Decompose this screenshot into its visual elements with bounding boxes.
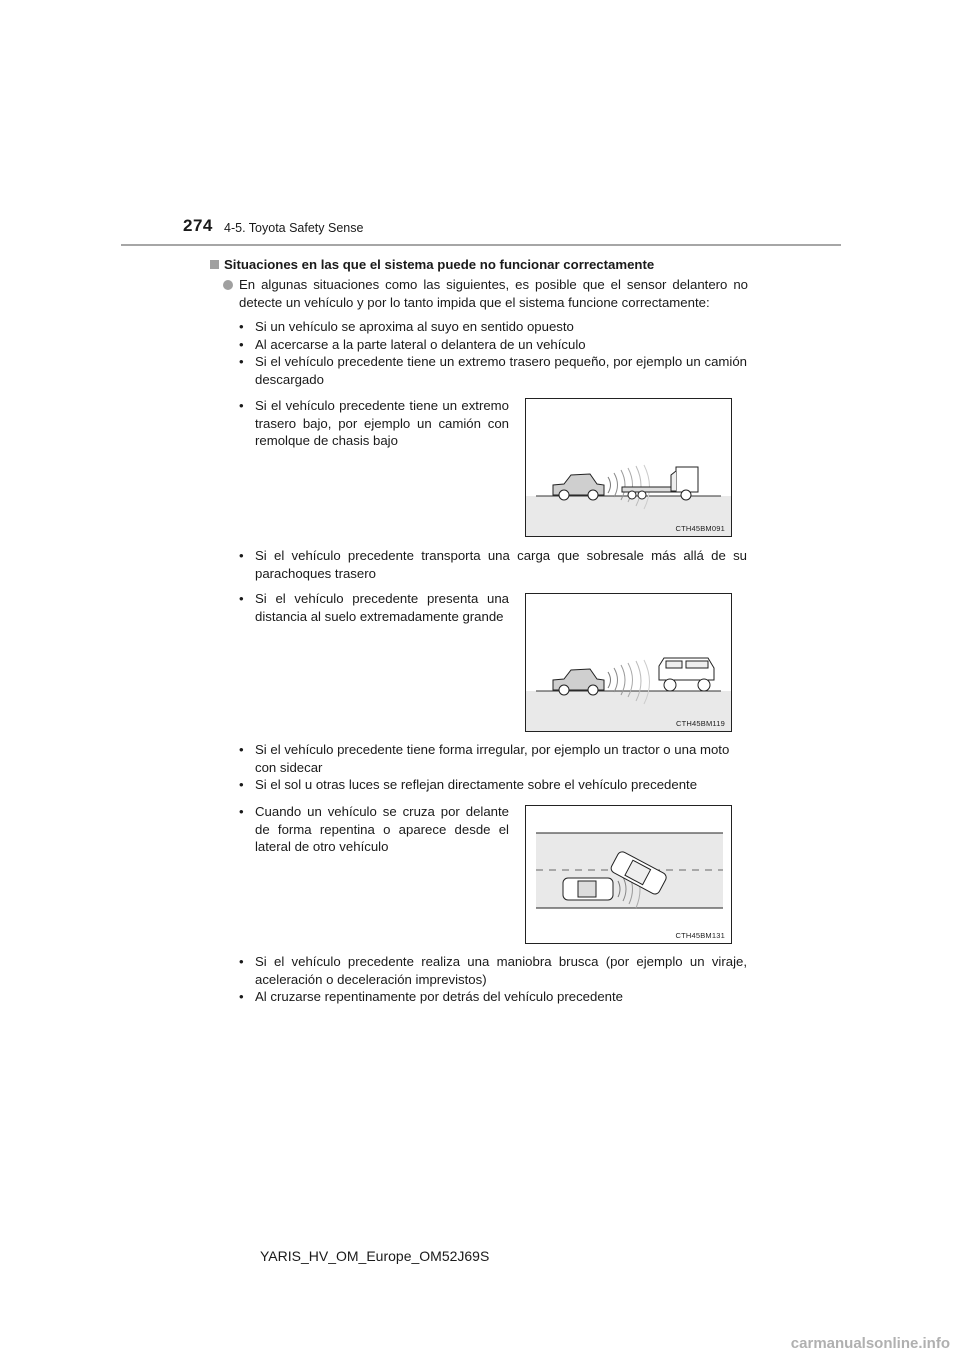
figure-1-illustration: [526, 399, 731, 536]
figure-low-trailer-truck: [525, 398, 732, 537]
bullet-list-1: [239, 318, 747, 388]
intro-paragraph: En algunas situaciones como las siguientes, es posible que el sensor delantero no detecte un vehículo y por lo tanto impida que el sistema funcione correctamente:: [223, 276, 748, 311]
bullet-list-3: [239, 741, 747, 794]
list-item: • Si el vehículo precedente transporta una carga que sobresale más allá de su parachoques trasero: [239, 548, 747, 581]
figure-code: CTH45BM119: [676, 719, 725, 728]
bullet-list-2: [239, 547, 747, 582]
section-heading: Situaciones en las que el sistema puede no funcionar correctamente: [210, 256, 750, 274]
bullet-figure-3-text: [239, 803, 509, 856]
figure-code: CTH45BM131: [675, 931, 725, 940]
figure-high-clearance-vehicle: [525, 593, 732, 732]
page-number: 274: [183, 216, 213, 235]
list-item: • Al acercarse a la parte lateral o delantera de un vehículo: [239, 336, 586, 352]
bullet-figure-1-text: [239, 397, 509, 450]
square-bullet-icon: [210, 260, 219, 269]
watermark: carmanualsonline.info: [790, 1335, 950, 1352]
bullet-figure-2-text: [239, 590, 509, 625]
list-item: • Al cruzarse repentinamente por detrás del vehículo precedente: [239, 989, 624, 1005]
list-item: • Si el vehículo precedente presenta una distancia al suelo extremadamente grande: [239, 591, 509, 624]
list-item: • Cuando un vehículo se cruza por delante de forma repentina o aparece desde el lateral de otro vehículo: [239, 804, 509, 855]
figure-3-illustration: [526, 806, 731, 943]
figure-code: CTH45BM091: [675, 524, 725, 533]
section-title: 4-5. Toyota Safety Sense: [224, 221, 364, 235]
list-item: • Si el vehículo precedente tiene un extremo trasero pequeño, por ejemplo un camión descargado: [239, 354, 747, 387]
bullet-list-4: [239, 953, 747, 1006]
list-item: • Si el vehículo precedente realiza una maniobra brusca (por ejemplo un viraje, aceleración o deceleración imprevistos): [239, 954, 747, 987]
circle-bullet-icon: [223, 280, 233, 290]
list-item: • Si el vehículo precedente tiene forma irregular, por ejemplo un tractor o una moto con sidecar: [239, 742, 730, 775]
list-item: • Si el vehículo precedente tiene un extremo trasero bajo, por ejemplo un camión con remolque de chasis bajo: [239, 398, 509, 449]
list-item: • Si un vehículo se aproxima al suyo en sentido opuesto: [239, 319, 574, 334]
figure-2-illustration: [526, 594, 731, 731]
figure-cut-in-vehicle: [525, 805, 732, 944]
list-item: • Si el sol u otras luces se reflejan directamente sobre el vehículo precedente: [239, 777, 698, 793]
header-divider: [121, 244, 841, 246]
footer-doc-id: YARIS_HV_OM_Europe_OM52J69S: [260, 1248, 490, 1264]
